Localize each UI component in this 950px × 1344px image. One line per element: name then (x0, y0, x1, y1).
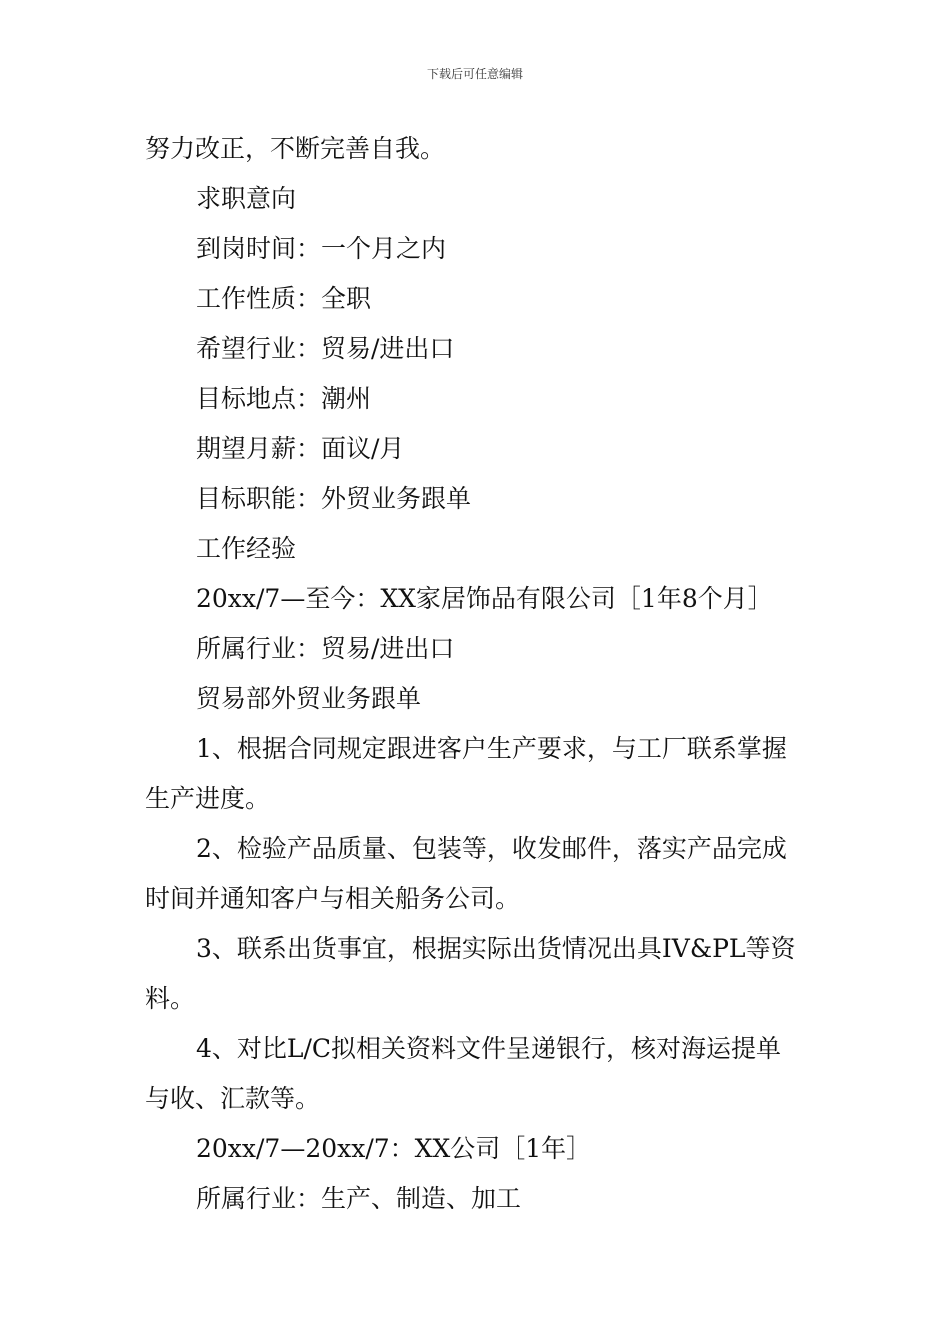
duty-item-4-continued: 与收、汇款等。 (145, 1084, 321, 1113)
section-heading-work-experience: 工作经验 (196, 534, 297, 563)
job-entry-title-1: 贸易部外贸业务跟单 (196, 684, 422, 713)
section-heading-job-intention: 求职意向 (196, 184, 297, 213)
duty-item-3: 3、联系出货事宜，根据实际出货情况出具IV&PL等资 (196, 934, 796, 963)
field-target-location: 目标地点：潮州 (196, 384, 372, 413)
document-body (145, 124, 810, 1224)
job-entry-industry-1: 所属行业：贸易/进出口 (196, 634, 455, 663)
duty-item-2: 2、检验产品质量、包装等，收发邮件，落实产品完成 (196, 834, 787, 863)
job-entry-period-2: 20xx/7—20xx/7：XX公司［1年］ (196, 1134, 592, 1163)
paragraph-continuation: 努力改正，不断完善自我。 (145, 134, 446, 163)
duty-item-2-continued: 时间并通知客户与相关船务公司。 (145, 884, 521, 913)
field-target-function: 目标职能：外贸业务跟单 (196, 484, 472, 513)
field-arrival-time: 到岗时间：一个月之内 (196, 234, 447, 263)
field-job-type: 工作性质：全职 (196, 284, 372, 313)
duty-item-4: 4、对比L/C拟相关资料文件呈递银行，核对海运提单 (196, 1034, 782, 1063)
job-entry-industry-2: 所属行业：生产、制造、加工 (196, 1184, 522, 1213)
duty-item-1: 1、根据合同规定跟进客户生产要求，与工厂联系掌握 (196, 734, 787, 763)
job-entry-period-1: 20xx/7—至今：XX家居饰品有限公司［1年8个月］ (196, 584, 773, 613)
field-expected-salary: 期望月薪：面议/月 (196, 434, 405, 463)
field-desired-industry: 希望行业：贸易/进出口 (196, 334, 455, 363)
duty-item-1-continued: 生产进度。 (145, 784, 271, 813)
duty-item-3-continued: 料。 (145, 984, 196, 1013)
page-header-note: 下载后可任意编辑 (426, 67, 523, 81)
